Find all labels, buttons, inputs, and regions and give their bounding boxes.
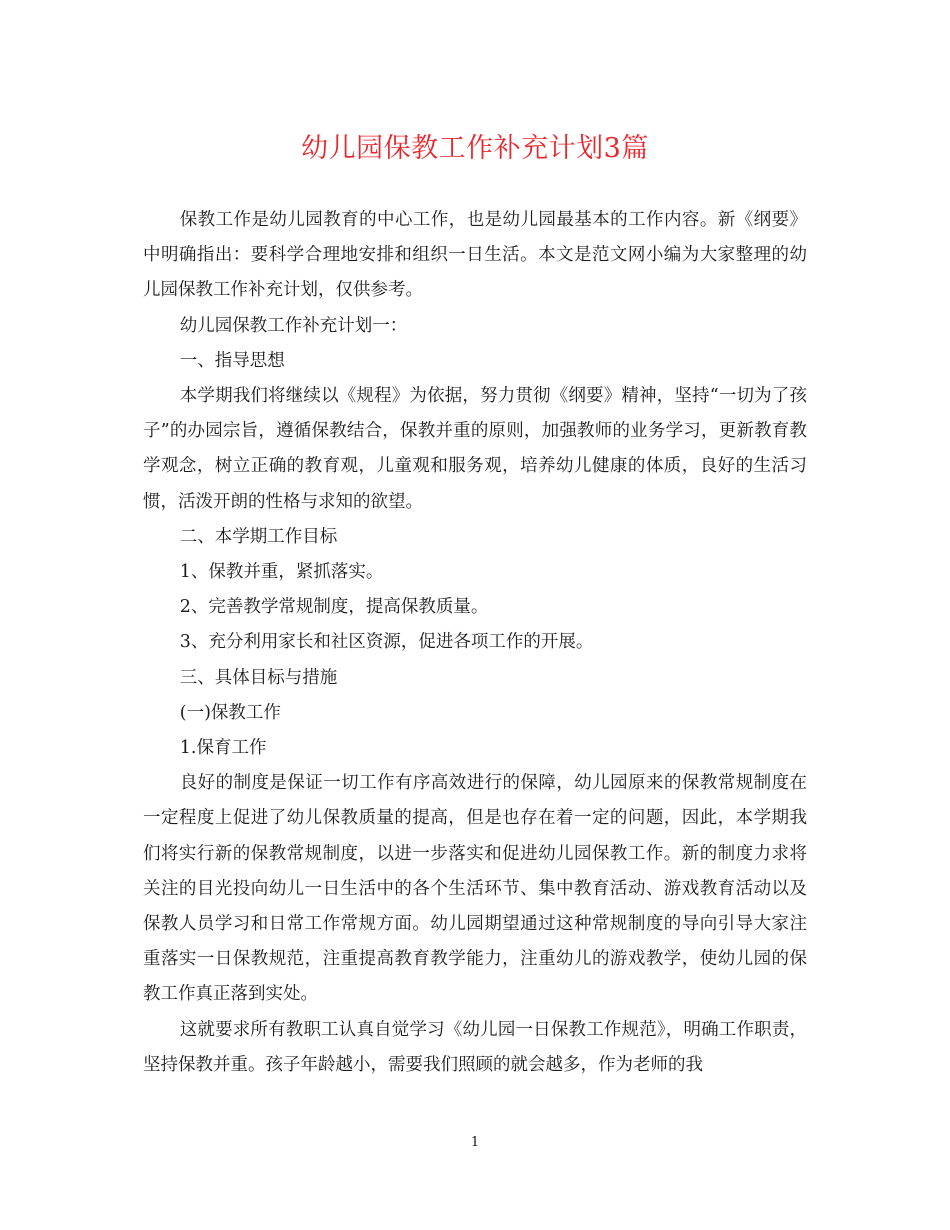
paragraph-intro: 保教工作是幼儿园教育的中心工作，也是幼儿园最基本的工作内容。新《纲要》中明确指出：要科学合理地安排和组织一日生活。本文是范文网小编为大家整理的幼儿园保教工作补充计划，仅供参考。 [143, 210, 807, 301]
paragraph-guiding-ideology: 本学期我们将继续以《规程》为依据，努力贯彻《纲要》精神，坚持“一切为了孩子”的办园宗旨，遵循保教结合，保教并重的原则，加强教师的业务学习，更新教育教学观念，树立正确的教育观，儿童观和服务观，培养幼儿健康的体质，良好的生活习惯，活泼开朗的性格与求知的欲望。 [143, 386, 807, 512]
list-item-goal-1: 1、保教并重，紧抓落实。 [179, 562, 384, 583]
section-heading-guiding-ideology: 一、指导思想 [179, 350, 285, 371]
document-body [143, 203, 807, 1083]
list-item-goal-3: 3、充分利用家长和社区资源，促进各项工作的开展。 [179, 632, 594, 653]
paragraph-requirements: 这就要求所有教职工认真自觉学习《幼儿园一日保教工作规范》，明确工作职责，坚持保教并重。孩子年龄越小，需要我们照顾的就会越多，作为老师的我 [143, 1019, 807, 1075]
list-item-goal-2: 2、完善教学常规制度，提高保教质量。 [179, 597, 489, 618]
paragraph-system: 良好的制度是保证一切工作有序高效进行的保障，幼儿园原来的保教常规制度在一定程度上促进了幼儿保教质量的提高，但是也存在着一定的问题，因此，本学期我们将实行新的保教常规制度，以进一步落实和促进幼儿园保教工作。新的制度力求将关注的目光投向幼儿一日生活中的各个生活环节、集中教育活动、游戏教育活动以及保教人员学习和日常工作常规方面。幼儿园期望通过这种常规制度的导向引导大家注重落实一日保教规范，注重提高教育教学能力，注重幼儿的游戏教学，使幼儿园的保教工作真正落到实处。 [143, 773, 807, 1005]
document-title: 幼儿园保教工作补充计划3篇 [301, 133, 649, 164]
section-heading-work-goals: 二、本学期工作目标 [179, 526, 338, 547]
page-number: 1 [470, 1135, 480, 1150]
subsection-heading-care-work: 1.保育工作 [179, 738, 267, 759]
paragraph-plan-one-heading: 幼儿园保教工作补充计划一： [179, 315, 408, 336]
subsection-heading-care-education: (一)保教工作 [179, 702, 281, 723]
section-heading-measures: 三、具体目标与措施 [179, 667, 338, 688]
